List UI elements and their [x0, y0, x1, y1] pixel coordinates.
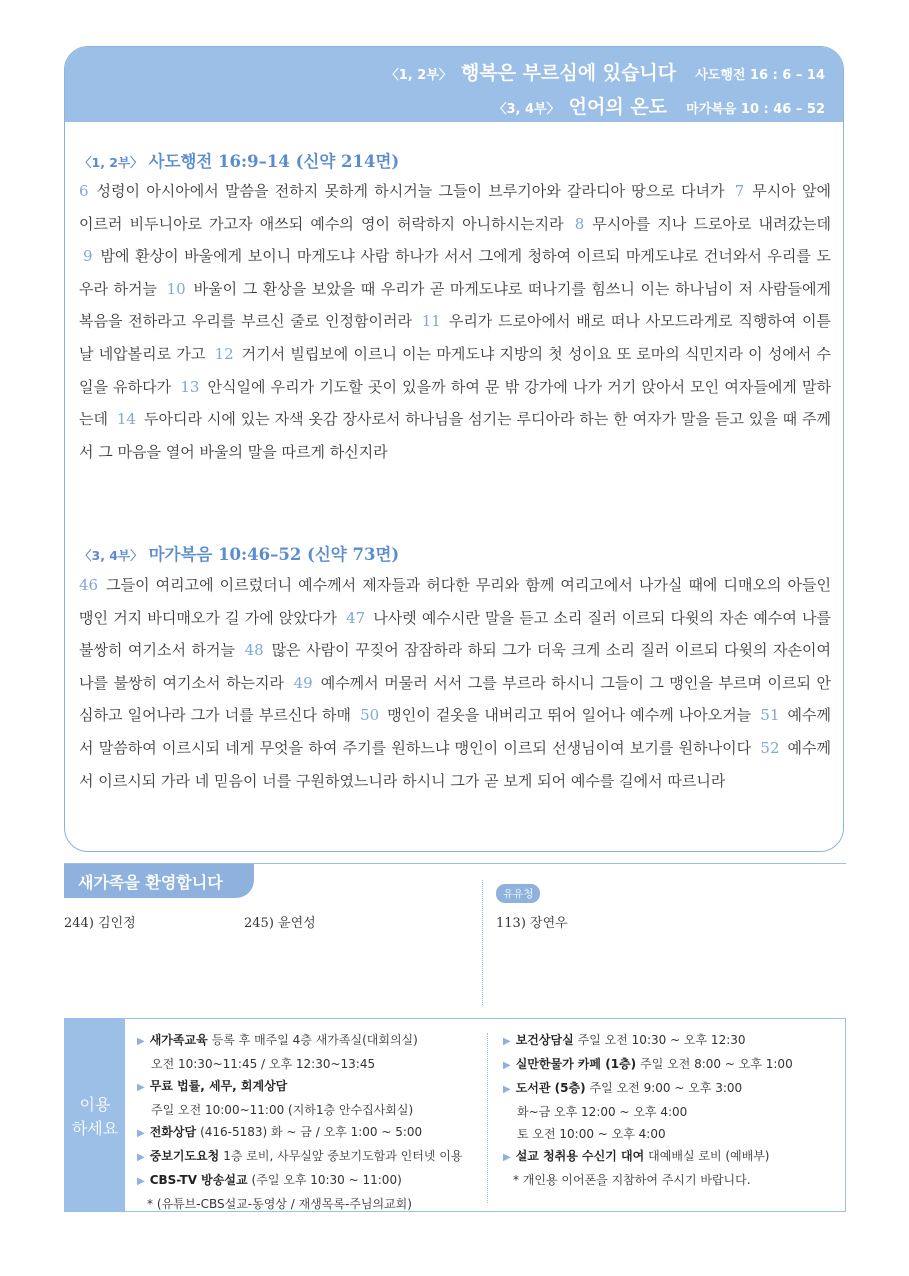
sermon-line-2: [493, 92, 825, 119]
verse-number: 50: [360, 706, 380, 725]
verse-number: 8: [574, 214, 585, 233]
info-item-title: CBS-TV 방송설교: [149, 1173, 248, 1187]
sermon-line-1: [386, 58, 825, 85]
scripture-verses: [79, 175, 831, 468]
info-item: [503, 1029, 833, 1053]
info-item-desc: 1층 로비, 사무실앞 중보기도함과 인터넷 이용: [223, 1149, 463, 1163]
verse-number: 51: [760, 706, 780, 725]
info-item-desc: 주일 오전 10:30 ~ 오후 12:30: [577, 1033, 746, 1047]
verse-text: 맹인이 겉옷을 내버리고 뛰어 일어나 예수께 나아오거늘: [387, 706, 752, 725]
info-label-line: 하세요: [71, 1119, 119, 1138]
triangle-bullet-icon: ▶: [137, 1128, 145, 1139]
verse-text: 많은 사람이 꾸짖어 잠잠하라 하되 그가 더욱 크게 소리 질러 이르되 다윗의 자손이여 나를 불쌍히 여기소서 하는지라: [79, 641, 831, 692]
verse-text: 나사렛 예수시란 말을 듣고 소리 질러 이르되 다윗의 자손 예수여 나를 불쌍히 여기소서 하거늘: [79, 608, 832, 660]
verse-number: 11: [421, 312, 441, 331]
info-item: [137, 1169, 482, 1193]
triangle-bullet-icon: ▶: [503, 1060, 511, 1071]
info-item: [137, 1075, 482, 1099]
verse-number: 9: [83, 247, 93, 266]
info-item-detail: 화~금 오후 12:00 ~ 오후 4:00: [517, 1105, 688, 1119]
info-item-title: 도서관 (5층): [515, 1081, 586, 1095]
verse-number: 12: [214, 344, 234, 363]
sermon-reference: 사도행전 16 : 6 – 14: [695, 68, 825, 83]
verse-number: 10: [166, 279, 186, 298]
triangle-bullet-icon: ▶: [503, 1084, 511, 1095]
info-label: [65, 1019, 125, 1211]
info-item-title: 설교 청취용 수신기 대여: [515, 1149, 645, 1163]
verse-number: 14: [116, 410, 136, 429]
triangle-bullet-icon: ▶: [137, 1082, 145, 1093]
info-box: [64, 1018, 846, 1212]
info-item-title: 보건상담실: [515, 1033, 574, 1047]
scripture-box: [64, 46, 844, 852]
info-item: [137, 1121, 482, 1145]
passage-title: [79, 541, 399, 565]
info-item-title: 무료 법률, 세무, 회계상담: [149, 1079, 288, 1093]
verse-text: 우리가 드로아에서 배로 떠나 사모드라게로 직행하여 이튿날 네압볼리로 가고: [79, 312, 832, 363]
new-member-name: 244) 김인정: [64, 916, 136, 931]
info-item-title: 새가족교육: [149, 1033, 208, 1047]
visitor-badge: 유유청: [496, 884, 540, 903]
passage-part-label: 〈1, 2부〉: [79, 155, 143, 170]
info-note: * 개인용 이어폰을 지참하여 주시기 바랍니다.: [513, 1173, 751, 1187]
info-item-title: 중보기도요청: [149, 1149, 220, 1163]
passage-title: [79, 148, 399, 172]
verse-text: 예수께서 말씀하여 이르시되 네게 무엇을 하여 주기를 원하느냐 맹인이 이르되 선생님이여 보기를 원하나이다: [79, 706, 831, 757]
passage-reference: 마가복음 10:46–52 (신약 73면): [148, 545, 400, 564]
service-part-label: 〈3, 4부〉: [493, 102, 560, 117]
verse-text: 예수께서 머물러 서서 그를 부르라 하시니 그들이 그 맹인을 부르며 이르되 안심하고 일어나라 그가 너를 부르신다 하매: [79, 673, 831, 725]
verse-text: 그들이 여리고에 이르렀더니 예수께서 제자들과 허다한 무리와 함께 여리고에서 나가실 때에 디매오의 아들인 맹인 거지 바디매오가 길 가에 앉았다가: [79, 576, 831, 627]
info-item: [137, 1029, 482, 1053]
triangle-bullet-icon: ▶: [137, 1152, 145, 1163]
info-item-desc: 등록 후 매주일 4층 새가족실(대회의실): [211, 1033, 418, 1047]
verse-text: 무시아 앞에 이르러 비두니아로 가고자 애쓰되 예수의 영이 허락하지 아니하시는지라: [79, 182, 831, 233]
triangle-bullet-icon: ▶: [503, 1152, 511, 1163]
column-divider: [487, 1033, 488, 1203]
sermon-title: 행복은 부르심에 있습니다: [460, 62, 677, 84]
info-column-right: [503, 1029, 833, 1191]
verse-number: 49: [293, 673, 313, 692]
visitor-name: 113) 장연우: [496, 916, 568, 931]
column-divider: [482, 880, 483, 1005]
passage-reference: 사도행전 16:9–14 (신약 214면): [148, 152, 400, 171]
info-item-desc: 주일 오전 9:00 ~ 오후 3:00: [589, 1081, 743, 1095]
info-item: [503, 1077, 833, 1101]
service-part-label: 〈1, 2부〉: [385, 68, 452, 83]
verse-number: 46: [79, 576, 99, 594]
verse-text: 거기서 빌립보에 이르니 이는 마게도냐 지방의 첫 성이요 또 로마의 식민지라 이 성에서 수일을 유하다가: [79, 344, 831, 396]
verse-number: 47: [346, 608, 366, 627]
info-item-desc: (416-5183) 화 ~ 금 / 오후 1:00 ~ 5:00: [200, 1125, 423, 1139]
info-item-detail: 오전 10:30~11:45 / 오후 12:30~13:45: [151, 1057, 376, 1071]
verse-number: 52: [760, 738, 780, 757]
info-item: [503, 1053, 833, 1077]
verse-number: 6: [79, 182, 89, 200]
welcome-heading: 새가족을 환영합니다: [64, 864, 254, 898]
verse-text: 무시아를 지나 드로아로 내려갔는데: [592, 214, 831, 233]
triangle-bullet-icon: ▶: [137, 1036, 145, 1047]
info-item-desc: 대예배실 로비 (예배부): [648, 1149, 770, 1163]
info-item-desc: 주일 오전 8:00 ~ 오후 1:00: [640, 1057, 793, 1071]
scripture-verses: [79, 569, 831, 797]
verse-number: 7: [734, 182, 745, 200]
verse-text: 두아디라 시에 있는 자색 옷감 장사로서 하나님을 섬기는 루디아라 하는 한 여자가 말을 듣고 있을 때 주께서 그 마음을 열어 바울의 말을 따르게 하신지라: [79, 410, 831, 461]
info-label-line: 이용: [79, 1095, 111, 1114]
sermon-title: 언어의 온도: [568, 96, 668, 118]
info-item-title: 전화상담: [149, 1125, 197, 1139]
verse-number: 13: [180, 377, 200, 396]
info-item: [137, 1145, 482, 1169]
verse-text: 밤에 환상이 바울에게 보이니 마게도냐 사람 하나가 서서 그에게 청하여 이르되 마게도냐로 건너와서 우리를 도우라 하거늘: [79, 247, 831, 298]
verse-text: 안식일에 우리가 기도할 곳이 있을까 하여 문 밖 강가에 나가 거기 앉아서 모인 여자들에게 말하는데: [79, 377, 831, 429]
new-member-name: 245) 윤연성: [244, 916, 316, 931]
info-item-detail: 토 오전 10:00 ~ 오후 4:00: [517, 1127, 666, 1141]
verse-text: 예수께서 이르시되 가라 네 믿음이 너를 구원하였느니라 하시니 그가 곧 보게 되어 예수를 길에서 따르니라: [79, 738, 831, 790]
info-note: * (유튜브-CBS설교-동영상 / 재생목록-주님의교회): [147, 1197, 412, 1211]
verse-text: 바울이 그 환상을 보았을 때 우리가 곧 마게도냐로 떠나기를 힘쓰니 이는 하나님이 저 사람들에게 복음을 전하라고 우리를 부르신 줄로 인정함이러라: [79, 279, 831, 331]
verse-number: 48: [244, 641, 264, 660]
triangle-bullet-icon: ▶: [137, 1176, 145, 1187]
info-item-desc: (주일 오후 10:30 ~ 11:00): [251, 1173, 402, 1187]
sermon-header: [65, 47, 843, 122]
info-item: [503, 1145, 833, 1169]
passage-part-label: 〈3, 4부〉: [79, 548, 143, 563]
info-item-detail: 주일 오전 10:00~11:00 (지하1층 안수집사회실): [151, 1103, 414, 1117]
triangle-bullet-icon: ▶: [503, 1036, 511, 1047]
sermon-reference: 마가복음 10 : 46 – 52: [686, 102, 825, 117]
verse-text: 성령이 아시아에서 말씀을 전하지 못하게 하시거늘 그들이 브루기아와 갈라디아 땅으로 다녀가: [96, 182, 725, 200]
info-item-title: 실만한물가 카페 (1층): [515, 1057, 637, 1071]
info-column-left: [137, 1029, 482, 1215]
